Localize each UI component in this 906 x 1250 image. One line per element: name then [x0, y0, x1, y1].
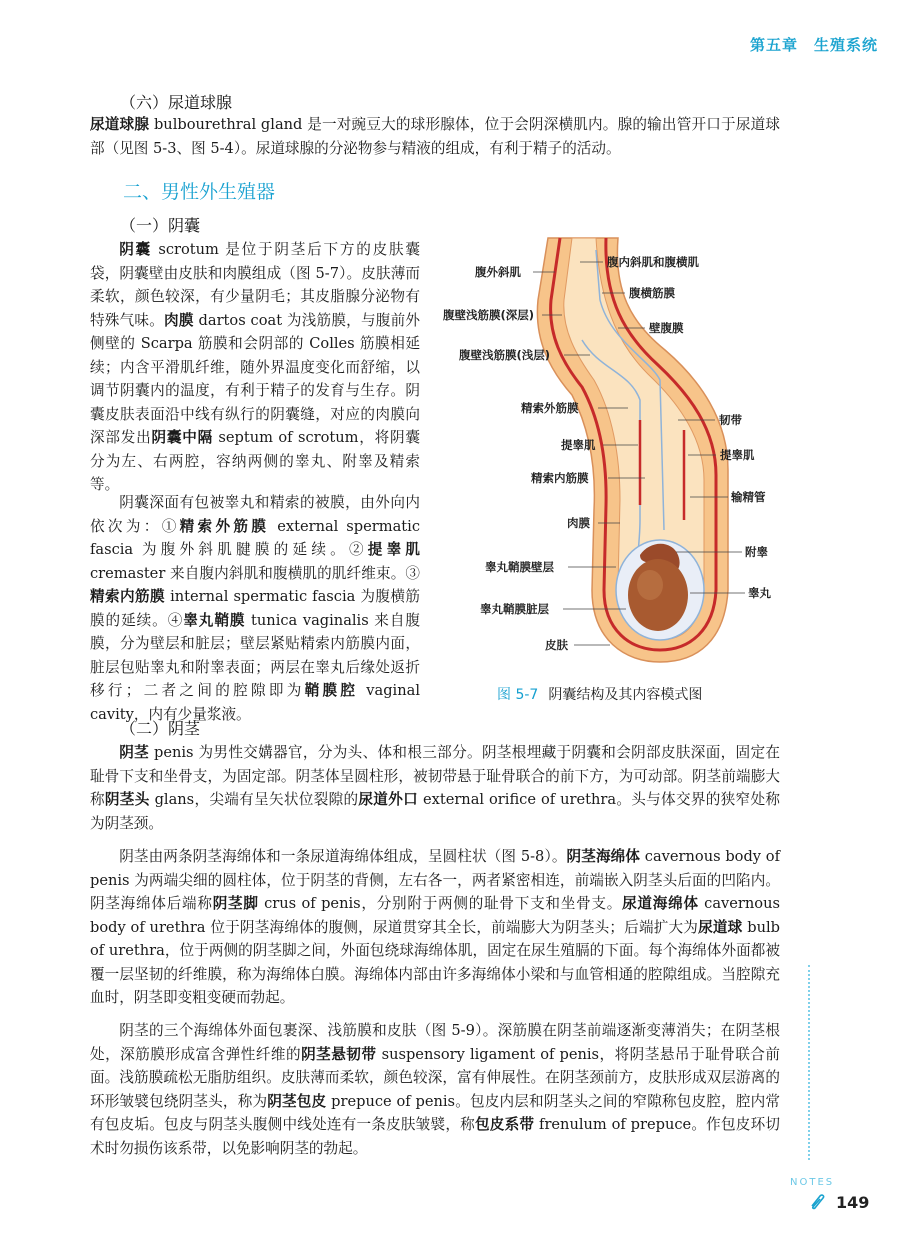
bold-term: 阴茎脚 [212, 895, 259, 912]
bold-term: 精索内筋膜 [90, 588, 166, 605]
bold-term: 尿道外口 [358, 791, 419, 808]
section-title-scrotum: （一）阴囊 [120, 216, 201, 235]
paragraph-penis-3 [90, 1019, 780, 1160]
text-run: crus of penis，分别附于两侧的耻骨下支和坐骨支。 [258, 895, 623, 912]
label-ligament: 韧带 [719, 413, 742, 427]
text-run: bulb of urethra，位于两侧的阴茎脚之间，外面包绕球海绵体肌，固定在尿生殖膈的下面。每个海绵体外面都被覆一层坚韧的纤维膜，称为海绵体白膜。海绵体内部由许多海绵体小梁和与血管相通的腔隙组成。当腔隙充血时，阴茎即变粗变硬而勃起。 [90, 918, 780, 1006]
section-title-bulbourethral: （六）尿道球腺 [120, 93, 233, 112]
term-bulbourethral: 尿道球腺 [90, 116, 150, 133]
text-run: cremaster 来自腹内斜肌和腹横肌的肌纤维束。③ [90, 564, 420, 582]
page-number: 149 [836, 1193, 870, 1212]
section-title-external-genitalia: 二、男性外生殖器 [123, 181, 276, 203]
bold-term: 鞘膜腔 [304, 682, 359, 699]
text-run: 阴囊深面有包被睾丸和精索的被膜，由外向内依次为：① [90, 494, 420, 535]
text-run: cavernous body of penis 为两端尖细的圆柱体，位于阴茎的背侧，左右各一，两者紧密相连，前端嵌入阴茎头后面的凹陷内。阴茎海绵体后端称 [90, 848, 780, 912]
bold-term: 阴囊 [119, 241, 152, 258]
bold-term: 阴茎头 [104, 791, 150, 808]
bold-term: 阴茎包皮 [267, 1092, 327, 1110]
figure-caption-text: 阴囊结构及其内容模式图 [548, 687, 703, 703]
bold-term: 阴茎海绵体 [566, 848, 641, 865]
paperclip-icon [808, 1192, 828, 1212]
label-superficial-fascia-deep: 腹壁浅筋膜(深层) [443, 308, 535, 322]
label-internal-oblique: 腹内斜肌和腹横肌 [607, 255, 699, 269]
label-epididymis: 附睾 [745, 545, 768, 559]
text-run: penis 为男性交媾器官，分为头、体和根三部分。阴茎根埋藏于阴囊和会阴部皮肤深面，固定在耻骨下支和坐骨支，为固定部。阴茎体呈圆柱形，被韧带悬于耻骨联合的前下方，为可动部。阴茎前端膨大称 [90, 744, 780, 808]
paragraph-bulbourethral [90, 113, 780, 160]
bold-term: 阴囊中隔 [151, 429, 213, 446]
bold-term: 尿道海绵体 [622, 895, 699, 912]
text-run: septum of scrotum，将阴囊分为左、右两腔，容纳两侧的睾丸、附睾及精索等。 [90, 429, 420, 493]
notes-label: NOTES [790, 1177, 835, 1188]
text-run: suspensory ligament of penis，将阴茎悬吊于耻骨联合前面。浅筋膜疏松无脂肪组织。皮肤薄而柔软，颜色较深，富有伸展性。在阴茎颈前方，皮肤形成双层游离的环形皱襞包绕阴茎头，称为 [90, 1045, 780, 1110]
bold-term: 睾丸鞘膜 [183, 611, 246, 629]
label-superficial-fascia-shallow: 腹壁浅筋膜(浅层) [459, 348, 551, 362]
label-parietal-peritoneum: 壁腹膜 [649, 321, 684, 335]
text-run: external spermatic fascia 为腹外斜肌腱膜的延续。② [90, 517, 420, 558]
paragraph-scrotum-2 [90, 491, 420, 726]
label-vas-deferens: 输精管 [731, 490, 766, 504]
text-run: cavernous body of urethra 位于阴茎海绵体的腹侧，尿道贯穿其全长，前端膨大为阴茎头；后端扩大为 [90, 895, 780, 936]
label-internal-spermatic-fascia: 精索内筋膜 [531, 471, 589, 485]
paragraph-penis-2 [90, 845, 780, 1010]
label-tunica-visceral: 睾丸鞘膜脏层 [480, 602, 549, 616]
label-cremaster-right: 提睾肌 [720, 448, 755, 462]
bold-term: 尿道球 [698, 918, 743, 936]
text-run: vaginal cavity，内有少量浆液。 [90, 682, 420, 723]
text-run: prepuce of penis。包皮内层和阴茎头之间的窄隙称包皮腔，腔内常有包皮垢。包皮与阴茎头腹侧中线处连有一条皮肤皱襞，称 [90, 1092, 780, 1133]
paragraph-penis-1 [90, 741, 780, 835]
notes-margin-line [808, 965, 810, 1160]
label-external-spermatic-fascia: 精索外筋膜 [521, 401, 579, 415]
bold-term: 提睾肌 [367, 541, 420, 558]
figure-caption [497, 684, 702, 704]
text-run: 阴茎的三个海绵体外面包裹深、浅筋膜和皮肤（图 5-9）。深筋膜在阴茎前端逐渐变薄消失；在阴茎根处，深筋膜形成富含弹性纤维的 [90, 1022, 780, 1063]
text-run: 阴茎由两条阴茎海绵体和一条尿道海绵体组成，呈圆柱状（图 5-8）。 [119, 848, 567, 865]
label-tunica-parietal: 睾丸鞘膜壁层 [485, 560, 554, 574]
label-skin: 皮肤 [545, 638, 568, 652]
bold-term: 肉膜 [164, 311, 194, 329]
text-run: scrotum 是位于阴茎后下方的皮肤囊袋，阴囊壁由皮肤和肉膜组成（图 5-7）。皮肤薄而柔软，颜色较深，有少量阴毛；其皮脂腺分泌物有特殊气味。 [90, 241, 420, 329]
bold-term: 包皮系带 [474, 1116, 535, 1133]
figure-number: 图 5-7 [497, 687, 539, 703]
bold-term: 阴茎悬韧带 [301, 1045, 377, 1063]
text-run: dartos coat 为浅筋膜，与腹前外侧壁的 Scarpa 筋膜和会阴部的 Colles 筋膜相延续；内含平滑肌纤维，随外界温度变化而舒缩，以调节阴囊内的温度，有利于精子的发育与生存。阴囊皮肤表面沿中线有纵行的阴囊缝，对应的肉膜向深部发出 [90, 311, 420, 446]
label-testis: 睾丸 [748, 586, 771, 600]
paragraph-scrotum-1 [90, 238, 420, 497]
label-cremaster-left: 提睾肌 [561, 438, 596, 452]
text-run: glans，尖端有呈矢状位裂隙的 [149, 791, 359, 808]
bold-term: 阴茎 [119, 744, 150, 761]
text-bulbourethral: bulbourethral gland 是一对豌豆大的球形腺体，位于会阴深横肌内。腺的输出管开口于尿道球部（见图 5-3、图 5-4）。尿道球腺的分泌物参与精液的组成，有利于精子的活动。 [90, 116, 780, 157]
label-dartos: 肉膜 [567, 516, 590, 530]
figure-scrotum-diagram [440, 232, 780, 667]
section-title-penis: （二）阴茎 [120, 719, 201, 738]
text-run: tunica vaginalis 来自腹膜，分为壁层和脏层；壁层紧贴精索内筋膜内面，脏层包贴睾丸和附睾表面；两层在睾丸后缘处返折移行；二者之间的腔隙即为 [90, 611, 420, 699]
text-run: internal spermatic fascia 为腹横筋膜的延续。④ [90, 588, 420, 629]
bold-term: 精索外筋膜 [179, 517, 270, 535]
label-transversalis-fascia: 腹横筋膜 [629, 286, 675, 300]
chapter-header: 第五章 生殖系统 [750, 36, 879, 54]
text-run: external orifice of urethra。头与体交界的狭窄处称为阴茎颈。 [90, 791, 780, 832]
text-run: frenulum of prepuce。作包皮环切术时勿损伤该系带，以免影响阴茎的勃起。 [90, 1116, 780, 1157]
label-external-oblique: 腹外斜肌 [475, 265, 521, 279]
